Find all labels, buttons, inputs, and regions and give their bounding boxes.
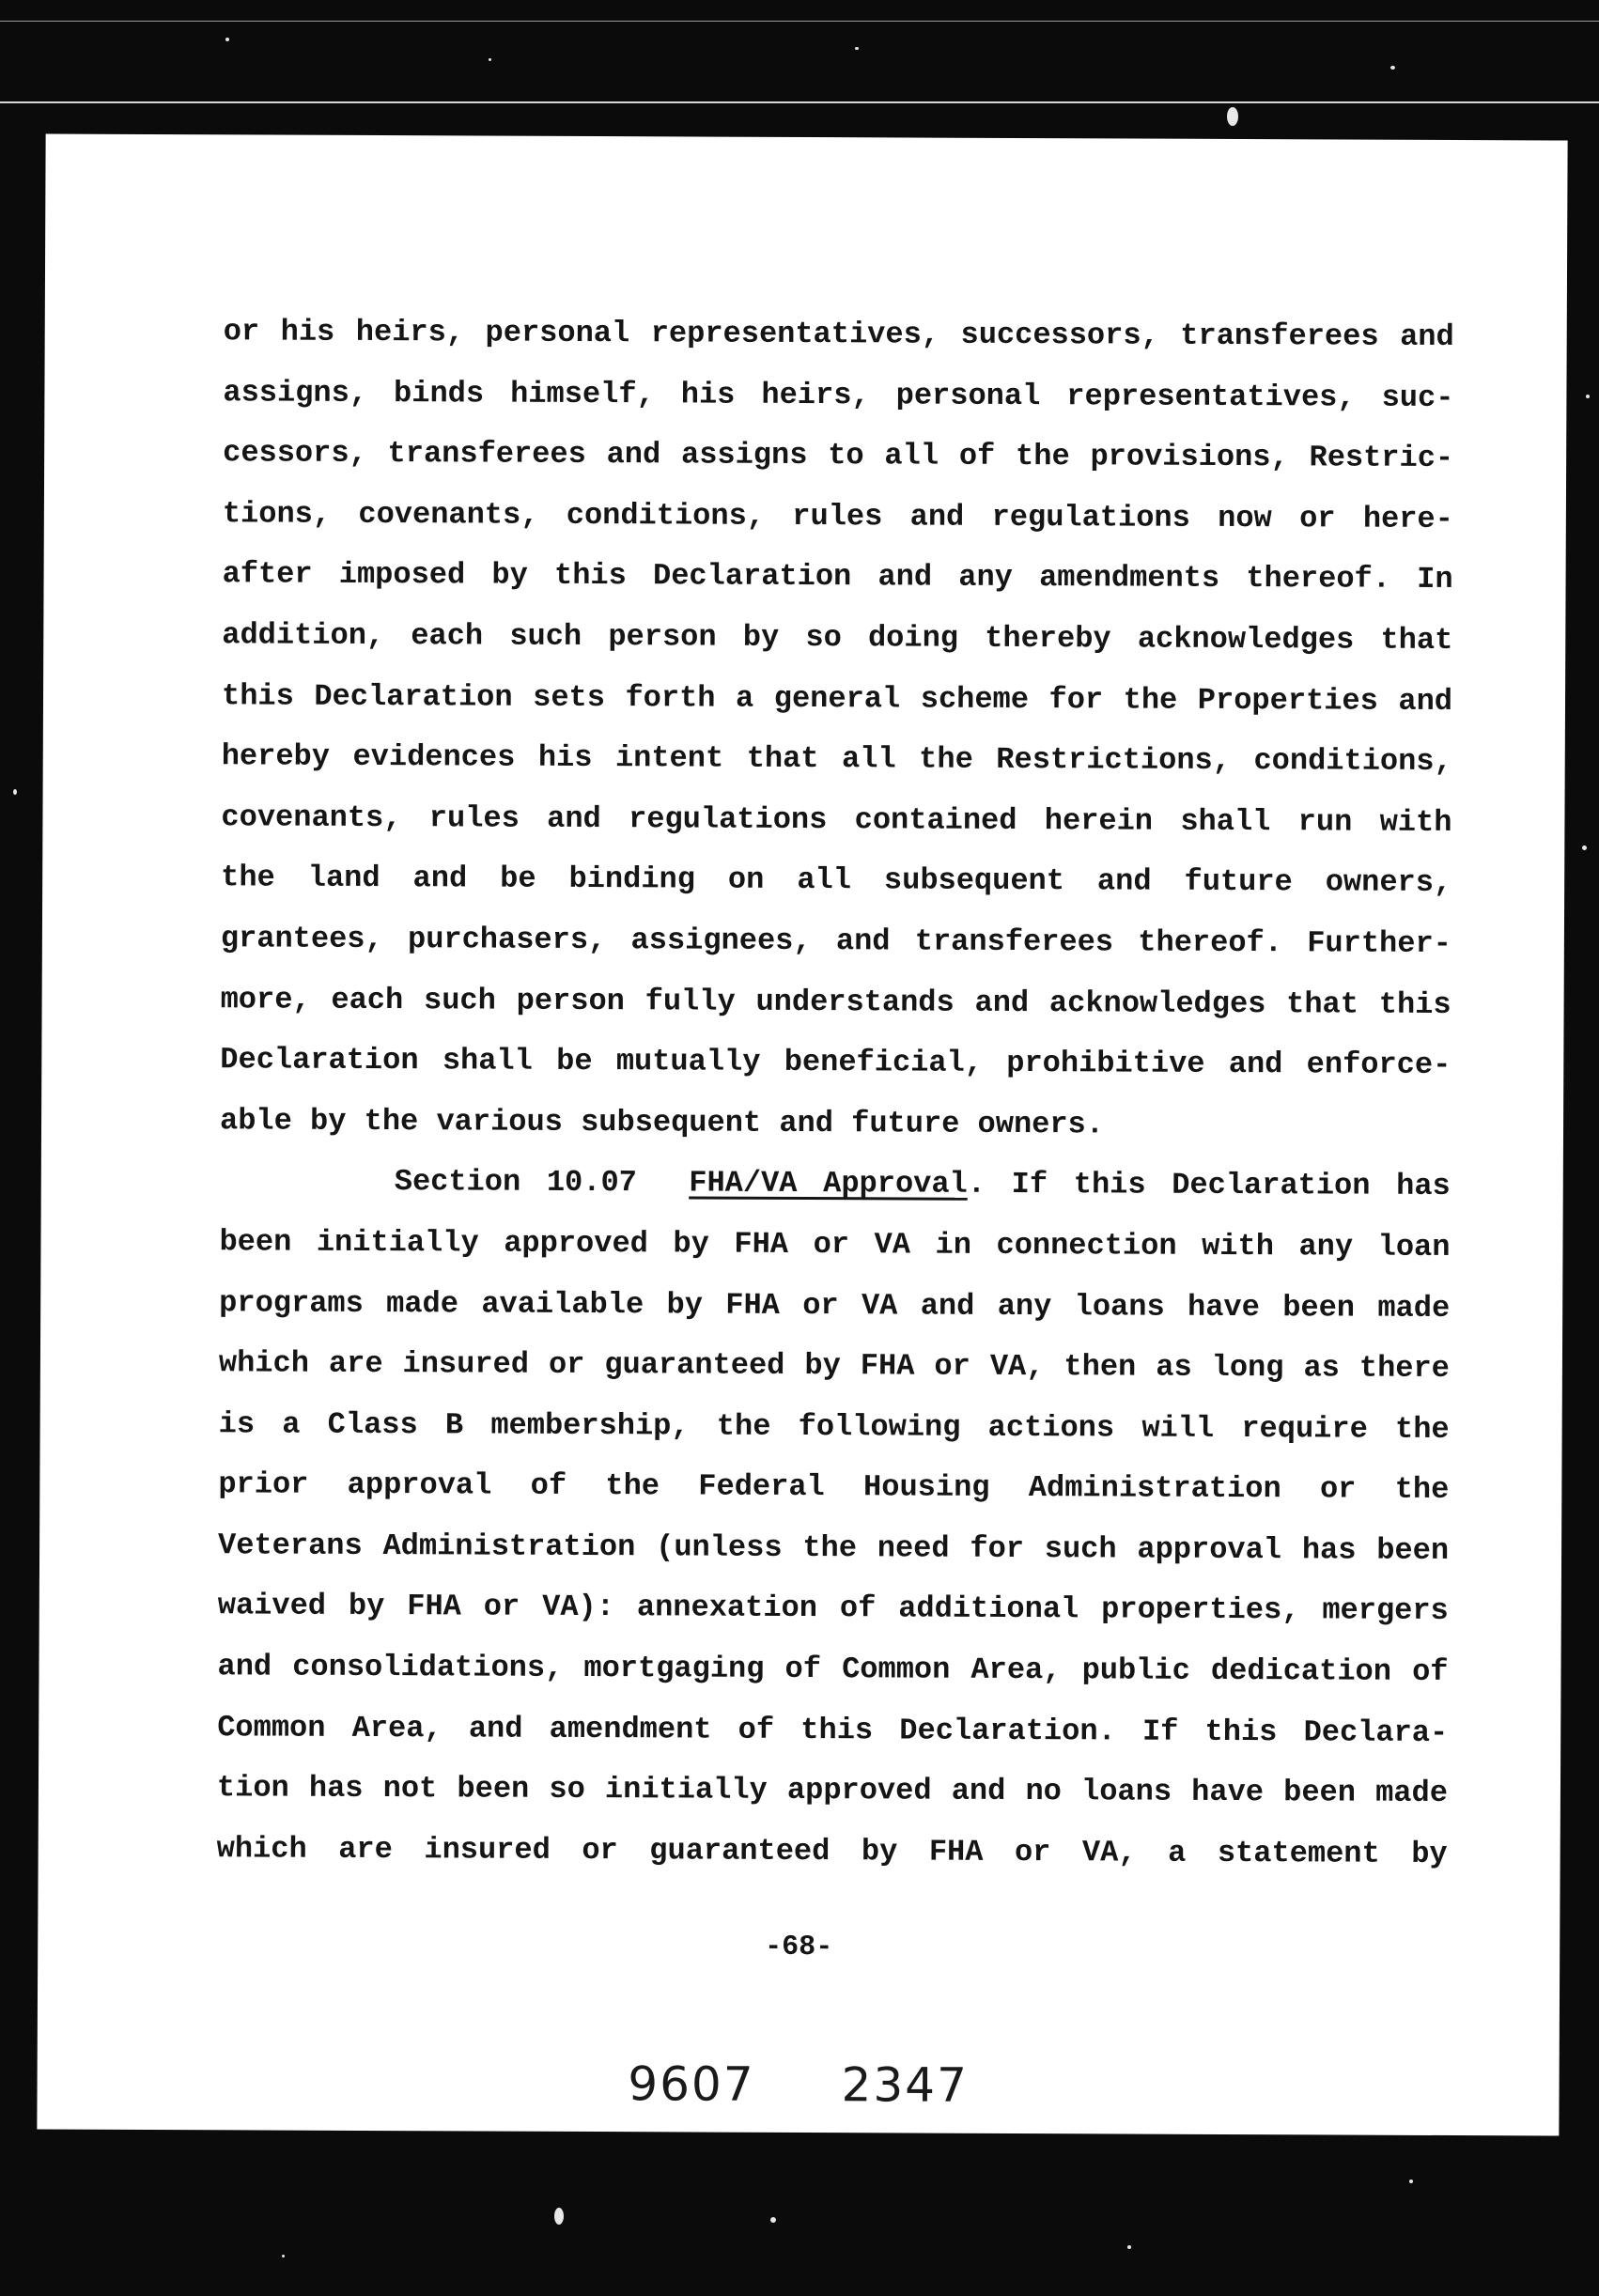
scan-speck: [1582, 845, 1587, 850]
scan-speck: [1127, 2245, 1131, 2249]
text-line: the land and be binding on all subsequent and future owners,: [221, 860, 1452, 901]
scan-speck: [489, 58, 491, 61]
scan-speck: [1227, 107, 1238, 126]
scan-speck: [1390, 66, 1395, 70]
scan-border-line: [0, 21, 1599, 22]
text-line: hereby evidences his intent that all the Restrictions, conditions,: [221, 738, 1452, 780]
text-line: or his heirs, personal representatives, successors, transferees and: [223, 314, 1454, 355]
text-line: tion has not been so initially approved and no loans have been made: [216, 1770, 1449, 1811]
document-body: [217, 302, 1454, 1885]
text-line: assigns, binds himself, his heirs, personal representatives, suc-: [223, 374, 1454, 415]
scan-speck: [1409, 2180, 1413, 2183]
text-line: and consolidations, mortgaging of Common Area, public dedication of: [217, 1649, 1449, 1690]
paragraph: [220, 302, 1454, 1156]
scan-speck: [225, 38, 229, 41]
document-id-left: 9607: [628, 2056, 755, 2112]
text-line: this Declaration sets forth a general scheme for the Properties and: [221, 677, 1453, 719]
scan-speck: [554, 2208, 564, 2225]
text-line: Common Area, and amendment of this Declaration. If this Declara-: [217, 1709, 1449, 1750]
text-line: programs made available by FHA or VA and any loans have been made: [219, 1284, 1451, 1326]
section-heading-line: [220, 1152, 1451, 1218]
text-line: Veterans Administration (unless the need for such approval has been: [218, 1528, 1450, 1568]
text-line: after imposed by this Declaration and any amendments thereof. In: [222, 556, 1453, 597]
text-line: prior approval of the Federal Housing Administration or the: [218, 1466, 1450, 1508]
text-line: which are insured or guaranteed by FHA or VA, then as long as there: [218, 1345, 1451, 1387]
section-heading-rest: . If this Declaration has: [967, 1167, 1451, 1204]
document-id-right: 2347: [841, 2057, 969, 2113]
document-id: [37, 2054, 1559, 2115]
section-heading: FHA/VA Approval: [689, 1165, 968, 1202]
document-page: [37, 133, 1567, 2135]
section-body: [217, 1212, 1451, 1885]
scan-speck: [770, 2217, 776, 2223]
text-line: been initially approved by FHA or VA in connection with any loan: [219, 1224, 1451, 1264]
scan-speck: [13, 789, 17, 795]
scan-speck: [282, 2255, 285, 2257]
text-line: waived by FHA or VA): annexation of additional properties, mergers: [217, 1588, 1449, 1629]
scan-speck: [1586, 395, 1590, 398]
text-line: is a Class B membership, the following actions will require the: [218, 1405, 1450, 1447]
scan-border-line: [0, 101, 1599, 103]
text-line: tions, covenants, conditions, rules and regulations now or here-: [222, 496, 1453, 536]
text-line: grantees, purchasers, assignees, and transferees thereof. Further-: [220, 921, 1452, 961]
text-line: cessors, transferees and assigns to all of the provisions, Restric-: [223, 435, 1454, 476]
scan-speck: [855, 47, 859, 50]
text-line: Declaration shall be mutually beneficial, prohibitive and enforce-: [220, 1042, 1452, 1083]
text-line: covenants, rules and regulations contained herein shall run with: [221, 799, 1452, 840]
section-number: Section 10.07: [394, 1164, 637, 1201]
text-line: able by the various subsequent and future owners.: [219, 1103, 1105, 1142]
text-line: which are insured or guaranteed by FHA or VA, a statement by: [216, 1831, 1448, 1871]
text-line: more, each such person fully understands and acknowledges that this: [220, 981, 1452, 1022]
page-number: -68-: [765, 1931, 833, 1964]
text-line: addition, each such person by so doing thereby acknowledges that: [222, 617, 1453, 658]
